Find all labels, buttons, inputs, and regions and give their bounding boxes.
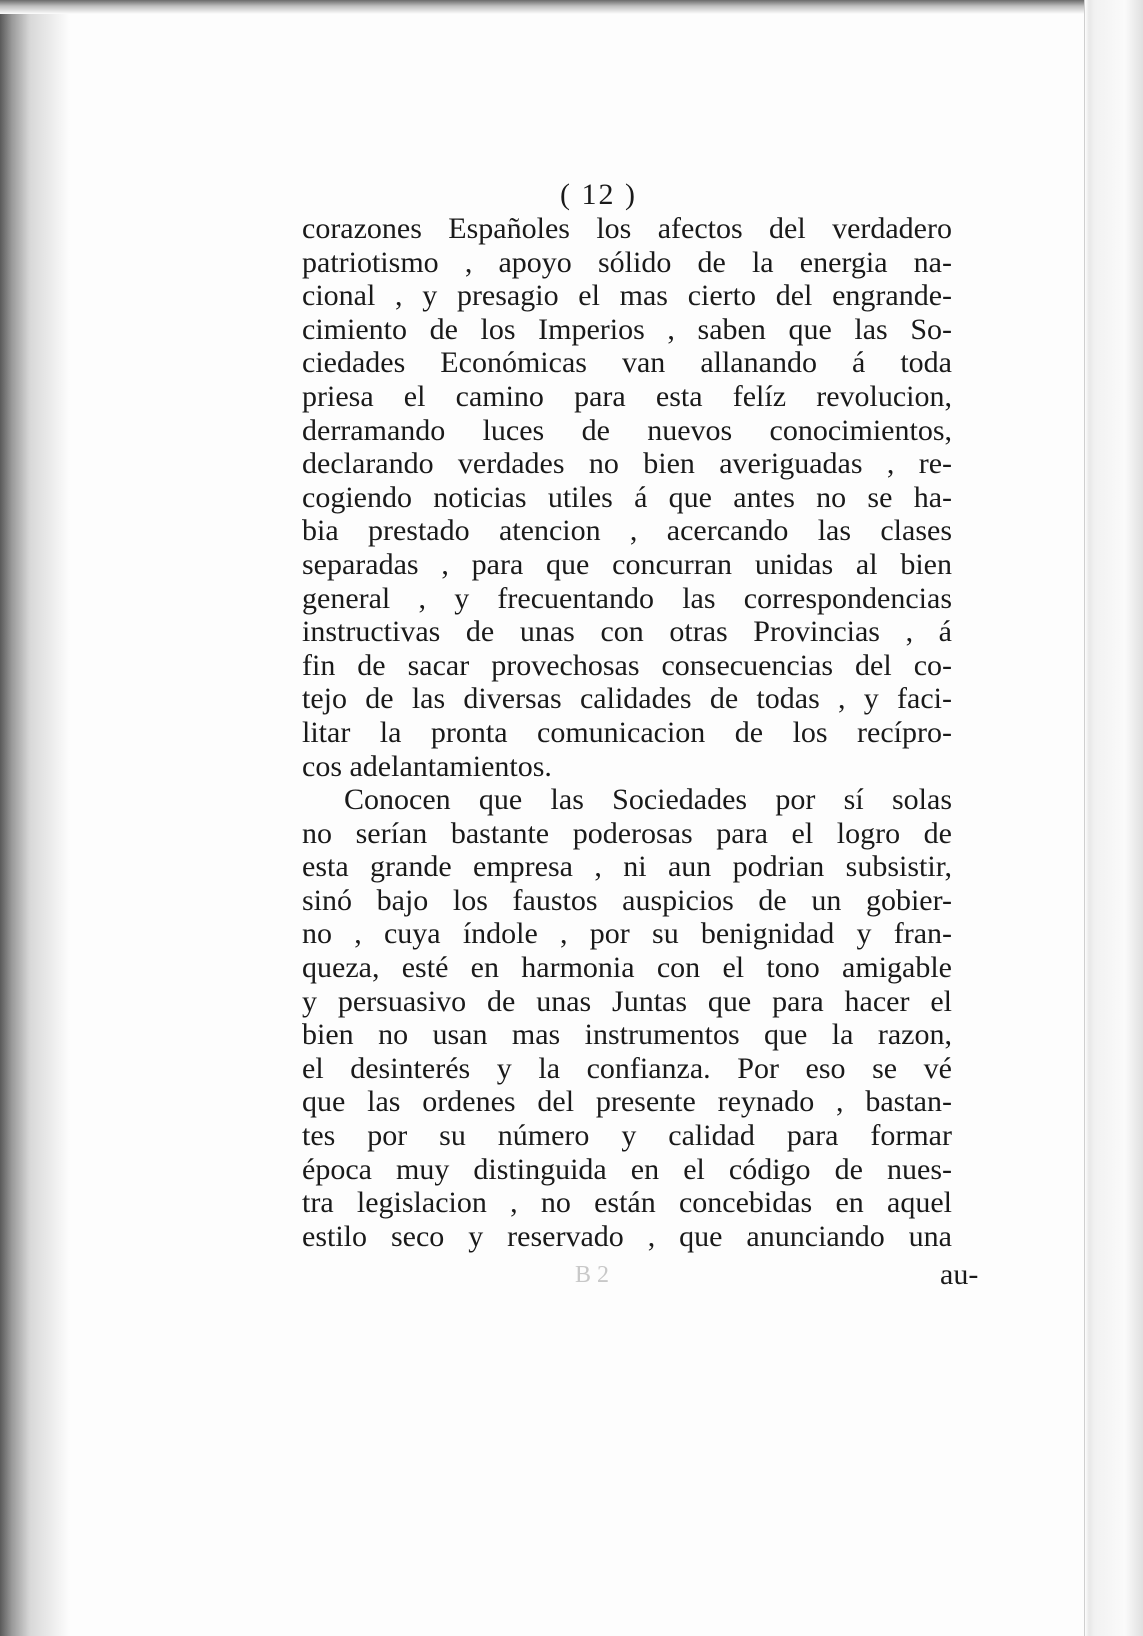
text-line: litar la pronta comunicacion de los recípro- [302, 715, 952, 749]
page-top-edge [0, 0, 1143, 14]
text-line: instructivas de unas con otras Provincias , á [302, 615, 952, 649]
text-line: bia prestado atencion , acercando las clases [302, 514, 952, 548]
text-line: separadas , para que concurran unidas al bien [302, 547, 952, 581]
text-line: patriotismo , apoyo sólido de la energia na- [302, 245, 952, 279]
page-right-edge [1084, 0, 1143, 1636]
text-line: cogiendo noticias utiles á que antes no se ha- [302, 480, 952, 514]
text-line: derramando luces de nuevos conocimientos, [302, 413, 952, 447]
text-line: no serían bastante poderosas para el logro de [302, 816, 952, 850]
text-line: declarando verdades no bien averiguadas , re- [302, 447, 952, 481]
text-line: fin de sacar provechosas consecuencias del co- [302, 648, 952, 682]
body-text [302, 212, 952, 1253]
text-line: cos adelantamientos. [302, 749, 552, 783]
text-line: estilo seco y reservado , que anunciando una [302, 1219, 952, 1253]
text-line: queza, esté en harmonia con el tono amigable [302, 951, 952, 985]
page-number: ( 12 ) [560, 178, 637, 211]
text-line: bien no usan mas instrumentos que la razon, [302, 1018, 952, 1052]
catchword: au- [940, 1258, 979, 1291]
text-line: no , cuya índole , por su benignidad y fran- [302, 917, 952, 951]
text-line: que las ordenes del presente reynado , bastan- [302, 1085, 952, 1119]
signature-mark: B 2 [575, 1262, 610, 1288]
text-line: época muy distinguida en el código de nues- [302, 1152, 952, 1186]
text-line: y persuasivo de unas Juntas que para hacer el [302, 984, 952, 1018]
text-line: cional , y presagio el mas cierto del engrande- [302, 279, 952, 313]
text-line: tes por su número y calidad para formar [302, 1119, 952, 1153]
book-gutter-shadow [0, 0, 70, 1636]
text-line: tejo de las diversas calidades de todas , y faci- [302, 682, 952, 716]
text-line: esta grande empresa , ni aun podrian subsistir, [302, 850, 952, 884]
text-line: tra legislacion , no están concebidas en aquel [302, 1186, 952, 1220]
text-line: el desinterés y la confianza. Por eso se vé [302, 1051, 952, 1085]
text-line: sinó bajo los faustos auspicios de un gobier- [302, 883, 952, 917]
text-line: ciedades Económicas van allanando á toda [302, 346, 952, 380]
text-line: priesa el camino para esta felíz revolucion, [302, 379, 952, 413]
text-line: cimiento de los Imperios , saben que las So- [302, 312, 952, 346]
text-line: Conocen que las Sociedades por sí solas [344, 783, 952, 817]
text-line: general , y frecuentando las correspondencias [302, 581, 952, 615]
text-line: corazones Españoles los afectos del verdadero [302, 212, 952, 245]
